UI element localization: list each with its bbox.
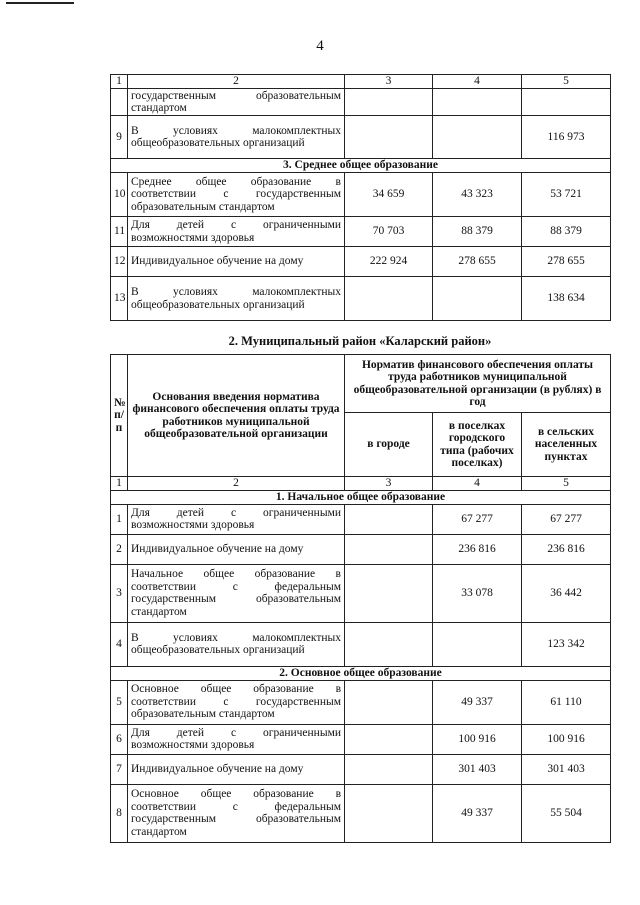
- value-city: 222 924: [345, 247, 433, 277]
- table-row: [111, 217, 611, 247]
- value-town: 278 655: [433, 247, 522, 277]
- row-number: 3: [111, 564, 128, 622]
- value-town: 49 337: [433, 680, 522, 724]
- section-heading-row: [111, 490, 611, 504]
- value-city: [345, 680, 433, 724]
- value-city: 70 703: [345, 217, 433, 247]
- row-label: В условиях малокомплектных общеобразовательных организаций: [128, 622, 345, 666]
- row-number: 9: [111, 116, 128, 159]
- value-rural: 100 916: [522, 724, 611, 754]
- value-city: [345, 116, 433, 159]
- value-town: 33 078: [433, 564, 522, 622]
- row-label: Среднее общее образование в соответствии с государственным образовательным стандартом: [128, 173, 345, 217]
- table-row: [111, 247, 611, 277]
- row-number: 13: [111, 277, 128, 321]
- value-town: 67 277: [433, 504, 522, 534]
- value-rural: 301 403: [522, 754, 611, 784]
- row-number: 10: [111, 173, 128, 217]
- value-rural: [522, 89, 611, 116]
- header-city: в городе: [345, 413, 433, 477]
- value-town: [433, 89, 522, 116]
- value-city: [345, 622, 433, 666]
- value-rural: 138 634: [522, 277, 611, 321]
- section-heading-row: [111, 666, 611, 680]
- col-num-4: 4: [433, 477, 522, 491]
- value-city: [345, 534, 433, 564]
- table-row: [111, 116, 611, 159]
- header-basis: Основания введения норматива финансового обеспечения оплаты труда работников муниципальной общеобразовательной организации: [128, 355, 345, 477]
- table-row: [111, 504, 611, 534]
- value-city: 34 659: [345, 173, 433, 217]
- col-num-2: 2: [128, 477, 345, 491]
- value-city: [345, 89, 433, 116]
- table-row: [111, 784, 611, 842]
- table-row: [111, 89, 611, 116]
- col-num-5: 5: [522, 75, 611, 89]
- row-number: 5: [111, 680, 128, 724]
- row-label: Основное общее образование в соответствии с государственным образовательным стандартом: [128, 680, 345, 724]
- row-number: 2: [111, 534, 128, 564]
- table-row: [111, 622, 611, 666]
- value-rural: 55 504: [522, 784, 611, 842]
- value-city: [345, 754, 433, 784]
- table-row: [111, 724, 611, 754]
- row-label: В условиях малокомплектных общеобразовательных организаций: [128, 116, 345, 159]
- col-num-1: 1: [111, 75, 128, 89]
- header-town: в поселках городского типа (рабочих поселках): [433, 413, 522, 477]
- value-city: [345, 564, 433, 622]
- value-rural: 123 342: [522, 622, 611, 666]
- row-label: Для детей с ограниченными возможностями здоровья: [128, 724, 345, 754]
- value-rural: 67 277: [522, 504, 611, 534]
- value-town: 43 323: [433, 173, 522, 217]
- row-number: 11: [111, 217, 128, 247]
- column-numbers-row: [111, 477, 611, 491]
- row-label: Основное общее образование в соответствии с федеральным государственным образовательным стандартом: [128, 784, 345, 842]
- header-rural: в сельских населенных пунктах: [522, 413, 611, 477]
- value-rural: 36 442: [522, 564, 611, 622]
- row-number: [111, 89, 128, 116]
- value-city: [345, 504, 433, 534]
- col-num-2: 2: [128, 75, 345, 89]
- district-title: 2. Муниципальный район «Каларский район»: [228, 334, 492, 348]
- value-city: [345, 724, 433, 754]
- table-row: [111, 680, 611, 724]
- value-city: [345, 277, 433, 321]
- table-row: [111, 754, 611, 784]
- value-rural: 61 110: [522, 680, 611, 724]
- value-rural: 236 816: [522, 534, 611, 564]
- row-label: государственным образовательным стандартом: [128, 89, 345, 116]
- table-row: [111, 564, 611, 622]
- header-num: № п/п: [111, 355, 128, 477]
- row-label: Индивидуальное обучение на дому: [128, 754, 345, 784]
- table-row: [111, 277, 611, 321]
- value-town: 88 379: [433, 217, 522, 247]
- col-num-3: 3: [345, 477, 433, 491]
- table-row: [111, 534, 611, 564]
- page-number: 4: [316, 38, 324, 54]
- value-rural: 88 379: [522, 217, 611, 247]
- value-town: 301 403: [433, 754, 522, 784]
- row-label: Для детей с ограниченными возможностями здоровья: [128, 217, 345, 247]
- value-rural: 116 973: [522, 116, 611, 159]
- section-title: 1. Начальное общее образование: [111, 490, 611, 504]
- section-title: 3. Среднее общее образование: [111, 159, 611, 173]
- col-num-4: 4: [433, 75, 522, 89]
- value-town: 100 916: [433, 724, 522, 754]
- value-rural: 53 721: [522, 173, 611, 217]
- row-label: В условиях малокомплектных общеобразовательных организаций: [128, 277, 345, 321]
- section-title: 2. Основное общее образование: [111, 666, 611, 680]
- row-number: 8: [111, 784, 128, 842]
- table-kalarsky-district: [110, 354, 611, 843]
- value-town: [433, 277, 522, 321]
- row-number: 6: [111, 724, 128, 754]
- header-row: [111, 355, 611, 413]
- table-continuation: [110, 74, 611, 321]
- row-number: 1: [111, 504, 128, 534]
- value-town: [433, 622, 522, 666]
- table-row: [111, 173, 611, 217]
- col-num-5: 5: [522, 477, 611, 491]
- row-number: 12: [111, 247, 128, 277]
- value-town: [433, 116, 522, 159]
- row-label: Индивидуальное обучение на дому: [128, 247, 345, 277]
- section-heading-row: [111, 159, 611, 173]
- row-label: Начальное общее образование в соответствии с федеральным государственным образовательным стандартом: [128, 564, 345, 622]
- header-group: Норматив финансового обеспечения оплаты труда работников муниципальной общеобразовательной организации (в рублях) в год: [345, 355, 611, 413]
- column-numbers-row: [111, 75, 611, 89]
- row-label: Индивидуальное обучение на дому: [128, 534, 345, 564]
- row-number: 7: [111, 754, 128, 784]
- value-city: [345, 784, 433, 842]
- row-number: 4: [111, 622, 128, 666]
- value-town: 49 337: [433, 784, 522, 842]
- col-num-1: 1: [111, 477, 128, 491]
- value-town: 236 816: [433, 534, 522, 564]
- col-num-3: 3: [345, 75, 433, 89]
- value-rural: 278 655: [522, 247, 611, 277]
- top-rule: [6, 2, 74, 4]
- row-label: Для детей с ограниченными возможностями здоровья: [128, 504, 345, 534]
